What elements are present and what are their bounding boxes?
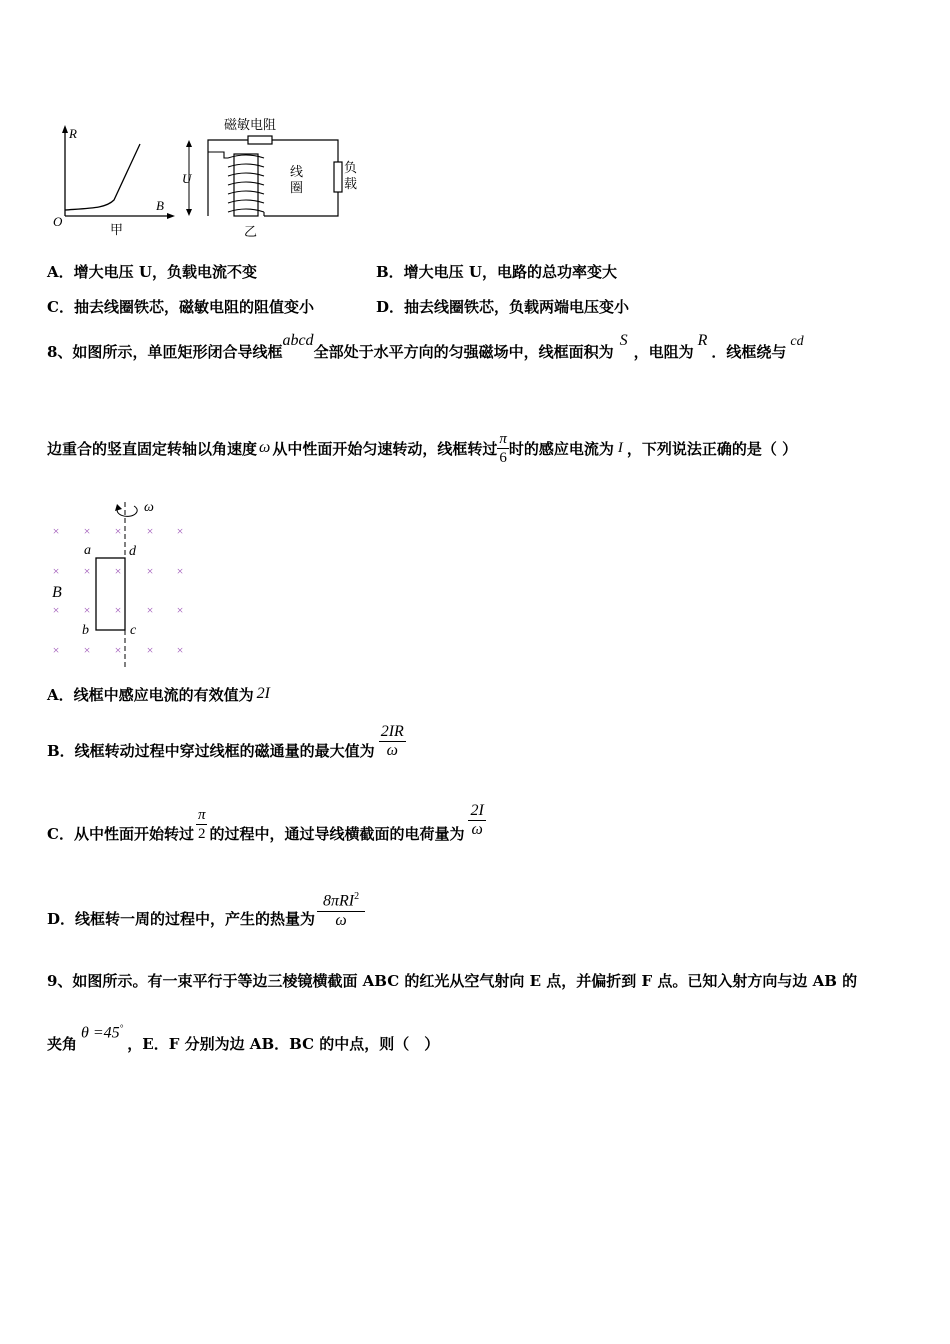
b-axis-arrow bbox=[167, 213, 175, 219]
option-fraction bbox=[379, 723, 406, 760]
q8-fraction-pi-6 bbox=[497, 430, 509, 467]
field-cross: × bbox=[176, 603, 184, 617]
fraction-denominator: ω bbox=[386, 741, 398, 759]
caption-yi: 乙 bbox=[244, 224, 258, 239]
fraction-numerator: 2I bbox=[470, 801, 484, 819]
coil-label-1: 线 bbox=[290, 164, 304, 179]
option-text: D．线框转一周的过程中，产生的热量为 bbox=[47, 909, 316, 928]
corner-a: a bbox=[84, 543, 91, 558]
r-axis-label: R bbox=[69, 126, 77, 141]
q8-stem-line1 bbox=[47, 330, 804, 362]
q8-math-s: S bbox=[619, 332, 628, 349]
q8-stem-part: 全部处于水平方向的匀强磁场中，线框面积为 bbox=[313, 343, 614, 361]
q8-math-cd: cd bbox=[790, 334, 804, 349]
field-cross: × bbox=[114, 603, 122, 617]
corner-c: c bbox=[130, 623, 137, 638]
field-label-b: B bbox=[52, 584, 62, 601]
voltage-arrow-down bbox=[186, 209, 192, 216]
q8-stem-part: ．线框绕与 bbox=[711, 343, 787, 361]
r-b-curve bbox=[65, 144, 140, 210]
q7-option-b[interactable]: B．增大电压 U，电路的总功率变大 bbox=[376, 263, 617, 281]
field-cross: × bbox=[52, 603, 60, 617]
rotation-arrowhead bbox=[115, 504, 122, 511]
option-math: 2I bbox=[256, 685, 270, 702]
field-cross: × bbox=[146, 524, 154, 538]
q8-math-omega: ω bbox=[259, 439, 271, 456]
r-axis-arrow bbox=[62, 125, 68, 133]
q7-option-d[interactable]: D．抽去线圈铁芯，负载两端电压变小 bbox=[376, 298, 630, 316]
field-cross: × bbox=[146, 643, 154, 657]
option-text: C．从中性面开始转过 bbox=[47, 824, 194, 843]
q7-option-a[interactable]: A．增大电压 U，负载电流不变 bbox=[47, 263, 257, 281]
q8-coil-figure bbox=[44, 496, 194, 672]
q8-stem-part: 从中性面开始匀速转动，线框转过 bbox=[272, 439, 498, 458]
q8-stem-part: 时的感应电流为 bbox=[508, 439, 614, 458]
field-cross: × bbox=[52, 643, 60, 657]
q9-stem-part: 夹角 bbox=[47, 1034, 78, 1053]
q8-option-a[interactable] bbox=[47, 684, 270, 704]
option-fraction bbox=[196, 806, 208, 843]
option-text: B．线框转动过程中穿过线框的磁通量的最大值为 bbox=[47, 741, 375, 760]
caption-jia: 甲 bbox=[110, 222, 124, 237]
load-label-2: 载 bbox=[344, 176, 358, 191]
magnetoresistor-label: 磁敏电阻 bbox=[224, 117, 277, 132]
field-cross: × bbox=[83, 603, 91, 617]
fraction-denominator: ω bbox=[471, 820, 483, 838]
field-cross: × bbox=[114, 643, 122, 657]
field-cross: × bbox=[146, 564, 154, 578]
field-cross: × bbox=[146, 603, 154, 617]
theta-expression: θ =45 bbox=[81, 1024, 120, 1042]
corner-b: b bbox=[82, 623, 89, 638]
magnetic-field-crosses bbox=[53, 524, 184, 657]
voltage-arrow-up bbox=[186, 140, 192, 147]
q8-math-r: R bbox=[697, 332, 708, 349]
degree-symbol: ° bbox=[119, 1023, 124, 1034]
fraction-denominator: 2 bbox=[197, 825, 206, 842]
option-fraction bbox=[468, 802, 485, 839]
field-cross: × bbox=[83, 564, 91, 578]
field-cross: × bbox=[176, 564, 184, 578]
omega-label: ω bbox=[144, 500, 154, 515]
numerator-math: 8πRI bbox=[323, 892, 355, 910]
q8-option-b[interactable] bbox=[47, 718, 406, 764]
origin-label: O bbox=[53, 214, 63, 229]
circuit-wire bbox=[208, 140, 338, 216]
graph-jia bbox=[48, 122, 180, 237]
option-text: A．线框中感应电流的有效值为 bbox=[47, 685, 254, 704]
q8-option-c[interactable] bbox=[47, 800, 486, 848]
field-cross: × bbox=[83, 524, 91, 538]
q9-math-theta bbox=[77, 1023, 127, 1042]
fraction-numerator: π bbox=[197, 806, 206, 823]
q8-stem-part: ，下列说法正确的是（ ） bbox=[626, 439, 798, 458]
option-fraction bbox=[317, 888, 365, 929]
b-axis-label: B bbox=[156, 198, 164, 213]
fraction-denominator: 6 bbox=[499, 449, 507, 466]
q8-stem-line2 bbox=[47, 418, 797, 478]
field-cross: × bbox=[176, 524, 184, 538]
iron-core bbox=[234, 154, 258, 216]
field-cross: × bbox=[52, 524, 60, 538]
fraction-denominator: ω bbox=[335, 911, 347, 929]
load-resistor bbox=[334, 162, 342, 192]
q8-option-d[interactable] bbox=[47, 884, 365, 934]
load-label-1: 负 bbox=[344, 160, 358, 175]
corner-d: d bbox=[129, 544, 136, 559]
q8-math-i: I bbox=[617, 439, 623, 456]
fraction-numerator: π bbox=[499, 430, 507, 447]
circuit-yi bbox=[178, 112, 368, 240]
magnetoresistor bbox=[248, 136, 272, 144]
field-cross: × bbox=[83, 643, 91, 657]
field-cross: × bbox=[114, 564, 122, 578]
fraction-numerator bbox=[317, 888, 365, 911]
q9-stem-line1: 9、如图所示。有一束平行于等边三棱镜横截面 ABC 的红光从空气射向 E 点，并偏折到 F 点。已知入射方向与边 AB 的 bbox=[47, 972, 858, 990]
field-cross: × bbox=[114, 524, 122, 538]
q9-stem-line2 bbox=[47, 1022, 439, 1052]
q8-stem-part: ，电阻为 bbox=[633, 343, 694, 361]
field-cross: × bbox=[52, 564, 60, 578]
voltage-label: U bbox=[182, 171, 192, 186]
q9-stem-part: ，E．F 分别为边 AB．BC 的中点，则（ ） bbox=[127, 1034, 440, 1053]
q8-stem-part: 边重合的竖直固定转轴以角速度 bbox=[47, 439, 258, 458]
option-text: 的过程中，通过导线横截面的电荷量为 bbox=[209, 824, 465, 843]
numerator-exponent: 2 bbox=[354, 891, 360, 903]
coil-label-2: 圈 bbox=[290, 180, 304, 195]
q7-option-c[interactable]: C．抽去线圈铁芯，磁敏电阻的阻值变小 bbox=[47, 298, 314, 316]
q8-stem-part: 8、如图所示，单匝矩形闭合导线框 bbox=[47, 343, 283, 361]
field-cross: × bbox=[176, 643, 184, 657]
fraction-numerator: 2IR bbox=[380, 722, 404, 740]
q8-math-abcd: abcd bbox=[282, 332, 314, 349]
